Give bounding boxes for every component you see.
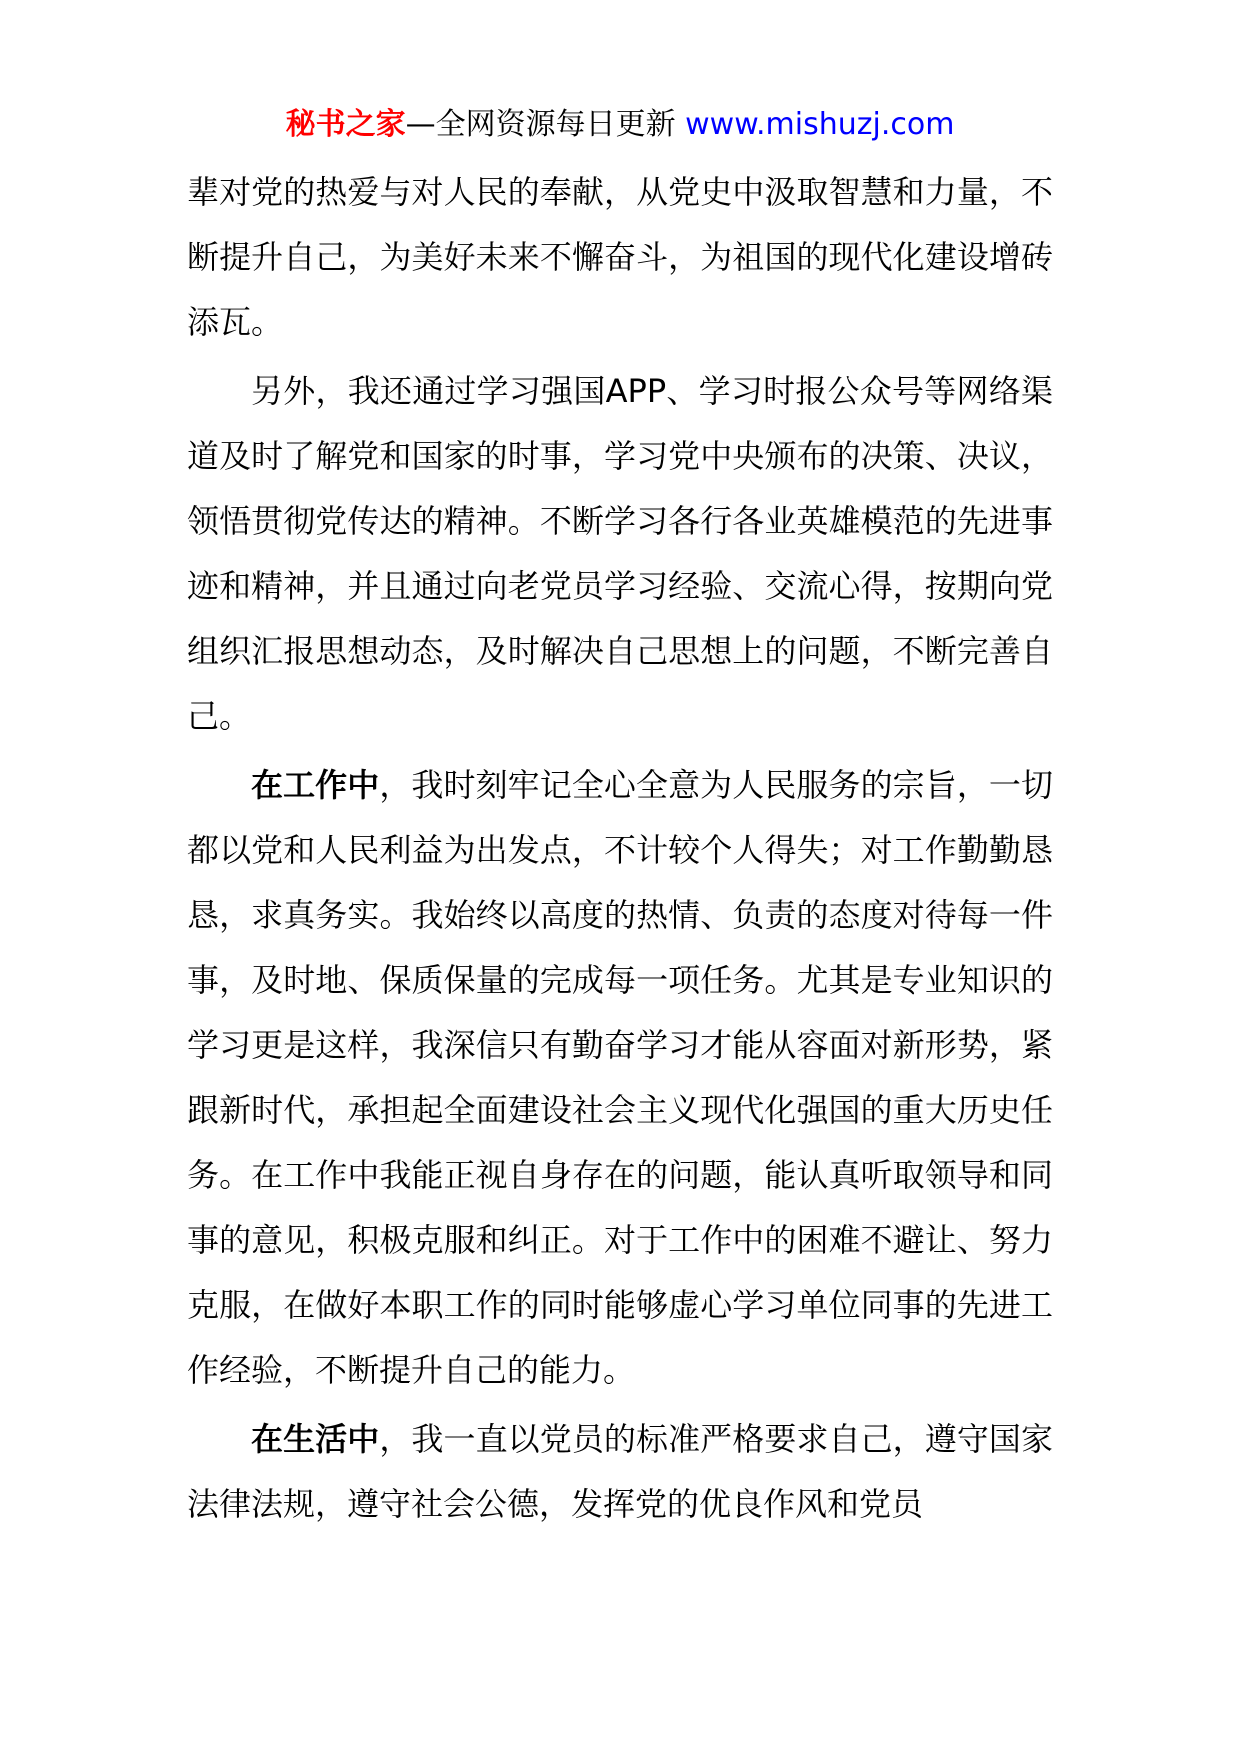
paragraph-text: ，我一直以党员的标准严格要求自己，遵守国家法律法规，遵守社会公德，发挥党的优良作风和党员 [187,1420,1053,1523]
website-url: www.mishuzj.com [685,107,955,142]
header-slogan: —全网资源每日更新 [405,107,686,142]
paragraph-lead: 在工作中 [251,766,380,804]
paragraph-life [187,1407,1053,1537]
page-header [0,103,1240,147]
paragraph-text: ，我时刻牢记全心全意为人民服务的宗旨，一切都以党和人民利益为出发点，不计较个人得失；对工作勤勤恳恳，求真务实。我始终以高度的热情、负责的态度对待每一件事，及时地、保质保量的完成每一项任务。尤其是专业知识的学习更是这样，我深信只有勤奋学习才能从容面对新形势，紧跟新时代，承担起全面建设社会主义现代化强国的重大历史任务。在工作中我能正视自身存在的问题，能认真听取领导和同事的意见，积极克服和纠正。对于工作中的困难不避让、努力克服，在做好本职工作的同时能够虚心学习单位同事的先进工作经验，不断提升自己的能力。 [187,766,1053,1389]
paragraph-lead: 在生活中 [251,1420,380,1458]
paragraph-text: 辈对党的热爱与对人民的奉献，从党史中汲取智慧和力量，不断提升自己，为美好未来不懈奋斗，为祖国的现代化建设增砖添瓦。 [187,173,1053,341]
brand-name: 秘书之家 [285,107,406,142]
paragraph-continuation [187,160,1053,355]
paragraph-online-study [187,359,1053,749]
document-body [187,160,1053,1541]
paragraph-work [187,753,1053,1403]
paragraph-text: 另外，我还通过学习强国APP、学习时报公众号等网络渠道及时了解党和国家的时事，学习党中央颁布的决策、决议，领悟贯彻党传达的精神。不断学习各行各业英雄模范的先进事迹和精神，并且通过向老党员学习经验、交流心得，按期向党组织汇报思想动态，及时解决自己思想上的问题，不断完善自己。 [187,372,1053,735]
